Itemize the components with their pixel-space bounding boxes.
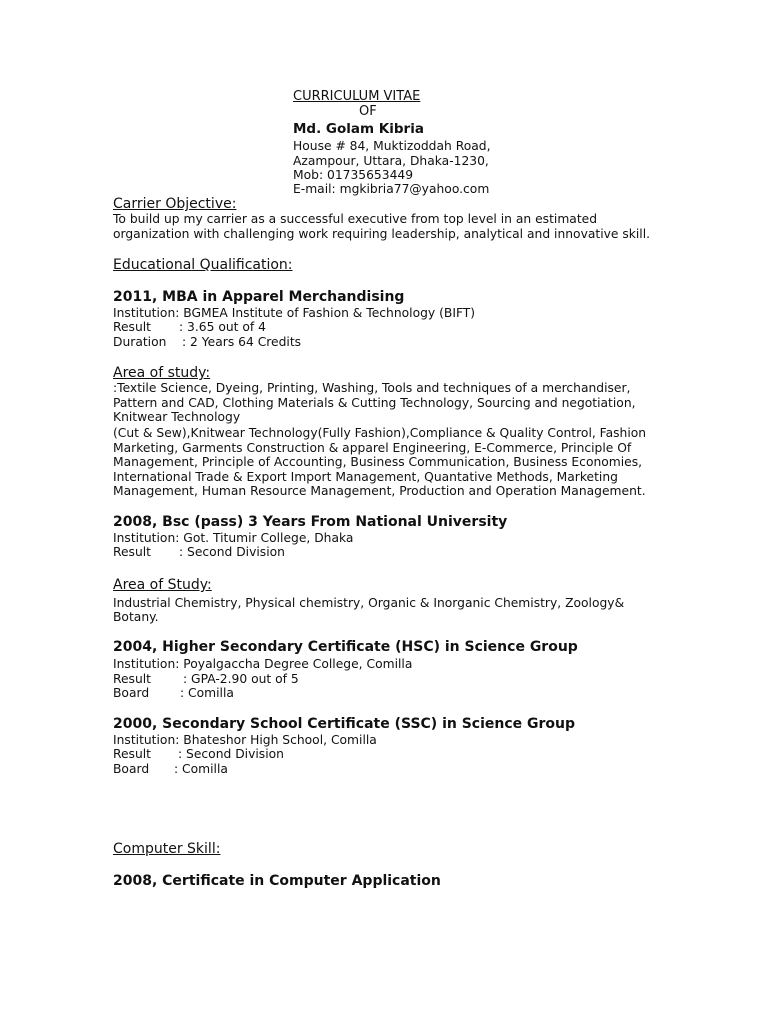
- hsc-board: [113, 686, 234, 701]
- mba-study-line-7: International Trade & Export Import Management, Quantative Methods, Marketing: [113, 470, 618, 484]
- mba-study-line-6: Management, Principle of Accounting, Business Communication, Business Economies,: [113, 455, 643, 469]
- mba-result-label: Result: [113, 320, 151, 334]
- address-line-1: House # 84, Muktizoddah Road,: [293, 139, 491, 153]
- ssc-result: [113, 747, 284, 762]
- hsc-result-value: : GPA-2.90 out of 5: [183, 672, 299, 686]
- bsc-result-label: Result: [113, 545, 151, 559]
- education-heading: Educational Qualification:: [113, 257, 293, 273]
- address-line-2: Azampour, Uttara, Dhaka-1230,: [293, 154, 489, 168]
- candidate-name: Md. Golam Kibria: [293, 121, 424, 137]
- objective-line-1: To build up my carrier as a successful executive from top level in an estimated: [113, 212, 598, 226]
- bsc-study-line-1: Industrial Chemistry, Physical chemistry, Organic & Inorganic Chemistry, Zoology&: [113, 596, 625, 610]
- mba-study-line-2: Pattern and CAD, Clothing Materials & Cutting Technology, Sourcing and negotiation,: [113, 396, 636, 410]
- mba-duration: [113, 335, 301, 350]
- bsc-institution: Institution: Got. Titumir College, Dhaka: [113, 531, 354, 545]
- title-of: OF: [359, 104, 377, 119]
- ssc-board-value: : Comilla: [174, 762, 228, 776]
- hsc-board-value: : Comilla: [180, 686, 234, 700]
- computer-skill-heading: Computer Skill:: [113, 841, 221, 857]
- bsc-study-line-2: Botany.: [113, 610, 159, 624]
- computer-skill-item: 2008, Certificate in Computer Application: [113, 873, 441, 889]
- hsc-institution: Institution: Poyalgaccha Degree College, Comilla: [113, 657, 413, 671]
- mba-duration-value: : 2 Years 64 Credits: [182, 335, 302, 349]
- mba-duration-label: Duration: [113, 335, 167, 349]
- ssc-title: 2000, Secondary School Certificate (SSC) in Science Group: [113, 716, 576, 732]
- email-address: E-mail: mgkibria77@yahoo.com: [293, 182, 490, 196]
- ssc-result-value: : Second Division: [178, 747, 284, 761]
- objective-heading: Carrier Objective:: [113, 196, 237, 212]
- hsc-result: [113, 672, 299, 687]
- bsc-result: [113, 545, 285, 560]
- objective-line-2: organization with challenging work requiring leadership, analytical and innovative skill.: [113, 227, 651, 241]
- mba-study-heading: Area of study:: [113, 365, 211, 381]
- mba-study-line-5: Marketing, Garments Construction & apparel Engineering, E-Commerce, Principle Of: [113, 441, 632, 455]
- ssc-board-label: Board: [113, 762, 150, 776]
- hsc-result-label: Result: [113, 672, 151, 686]
- mobile-number: Mob: 01735653449: [293, 168, 414, 182]
- mba-study-line-3: Knitwear Technology: [113, 410, 241, 424]
- mba-result: [113, 320, 266, 335]
- mba-study-line-8: Management, Human Resource Management, Production and Operation Management.: [113, 484, 646, 498]
- ssc-result-label: Result: [113, 747, 151, 761]
- ssc-board: [113, 762, 228, 777]
- bsc-title: 2008, Bsc (pass) 3 Years From National University: [113, 514, 508, 530]
- mba-title: 2011, MBA in Apparel Merchandising: [113, 289, 405, 305]
- ssc-institution: Institution: Bhateshor High School, Comilla: [113, 733, 377, 747]
- mba-result-value: : 3.65 out of 4: [179, 320, 266, 334]
- bsc-result-value: : Second Division: [179, 545, 285, 559]
- mba-study-line-1: :Textile Science, Dyeing, Printing, Washing, Tools and techniques of a merchandiser,: [113, 381, 631, 395]
- hsc-title: 2004, Higher Secondary Certificate (HSC) in Science Group: [113, 639, 578, 655]
- bsc-study-heading: Area of Study:: [113, 577, 212, 593]
- document-title: CURRICULUM VITAE: [293, 89, 421, 104]
- mba-study-line-4: (Cut & Sew),Knitwear Technology(Fully Fashion),Compliance & Quality Control, Fashion: [113, 426, 647, 440]
- hsc-board-label: Board: [113, 686, 150, 700]
- mba-institution: Institution: BGMEA Institute of Fashion & Technology (BIFT): [113, 306, 476, 320]
